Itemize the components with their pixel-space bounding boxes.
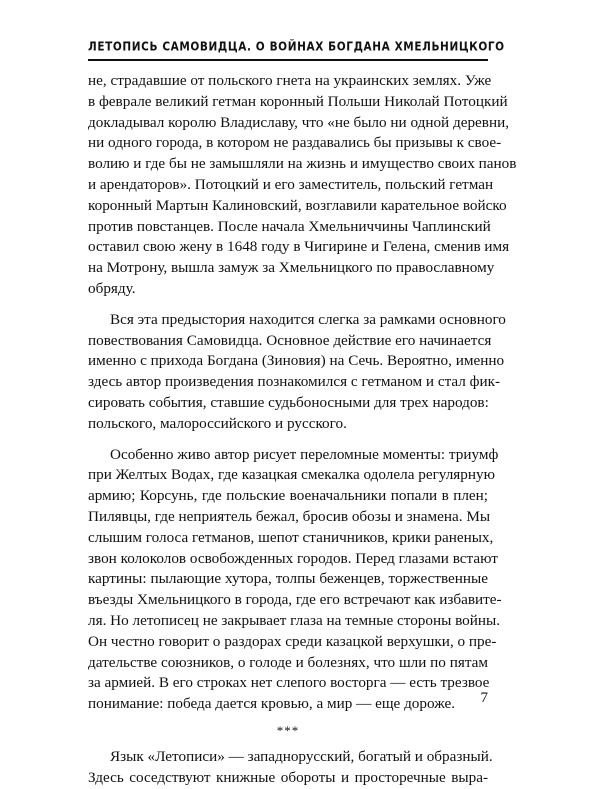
- text-line: и арендаторов». Потоцкий и его заместитель, польский гетман: [88, 175, 494, 193]
- text-line: ля. Но летописец не закрывает глаза на темные стороны войны.: [88, 611, 501, 629]
- text-line: Особенно живо автор рисует переломные моменты: триумф: [110, 445, 499, 463]
- text-line: волию и где бы не замышляли на жизнь и имущество своих панов: [88, 155, 517, 173]
- text-line: здесь автор произведения познакомился с гетманом и стал фик-: [88, 373, 501, 391]
- text-line: ни одного города, в котором не раздавались бы призывы к свое-: [88, 134, 502, 152]
- text-line: коронный Мартын Калиновский, возглавили карательное войско: [88, 196, 507, 214]
- text-line: повествования Самовидца. Основное действие его начинается: [88, 331, 492, 349]
- text-line: армию; Корсунь, где польские военачальники попали в плен;: [88, 487, 488, 505]
- text-line: против повстанцев. После начала Хмельниччины Чаплинский: [88, 217, 491, 235]
- text-line: сировать события, ставшие судьбоносными для трех народов:: [88, 393, 489, 411]
- text-line: именно с прихода Богдана (Зиновия) на Сечь. Вероятно, именно: [88, 352, 505, 370]
- paragraph-gap: [88, 300, 488, 310]
- paragraph-3: [88, 445, 502, 715]
- paragraph-2: [88, 310, 506, 435]
- text-line: въезды Хмельницкого в города, где его встречают как избавите-: [88, 591, 502, 609]
- paragraph-gap: [88, 435, 488, 445]
- text-line: за армией. В его строках нет слепого восторга — есть трезвое: [88, 674, 490, 692]
- text-line: при Желтых Водах, где казацкая смекалка одолела регулярную: [88, 466, 495, 484]
- text-line: оставил свою жену в 1648 году в Чигирине и Гелена, сменив имя: [88, 238, 510, 256]
- text-line: картины: пылающие хутора, толпы беженцев, торжественные: [88, 570, 488, 588]
- header-rule: [88, 59, 488, 61]
- text-line: докладывал королю Владиславу, что «не было ни одной деревни,: [88, 113, 509, 131]
- text-line: в феврале великий гетман коронный Польши Николай Потоцкий: [88, 92, 508, 110]
- text-line: слышим голоса гетманов, шепот станичников, крики раненых,: [88, 528, 494, 546]
- section-separator: ***: [276, 722, 300, 738]
- text-line: Вся эта предыстория находится слегка за рамками основного: [110, 310, 506, 328]
- text-line: Здесь соседствуют книжные обороты и просторечные выра-: [88, 768, 488, 786]
- text-line: Пилявцы, где неприятель бежал, бросив обозы и знамена. Мы: [88, 507, 491, 525]
- body-text: [88, 71, 517, 789]
- running-head: ЛЕТОПИСЬ САМОВИДЦА. О ВОЙНАХ БОГДАНА ХМЕЛЬНИЦКОГО: [88, 40, 505, 54]
- text-line: Он честно говорит о раздорах среди казацкой верхушки, о пре-: [88, 632, 497, 650]
- text-line: не, страдавшие от польского гнета на украинских землях. Уже: [88, 72, 492, 89]
- page-number: 7: [480, 690, 488, 706]
- text-line: Язык «Летописи» — западнорусский, богатый и образный.: [110, 747, 493, 765]
- text-line: на Мотрону, вышла замуж за Хмельницкого по православному: [88, 259, 495, 277]
- text-line: обряду.: [88, 279, 136, 297]
- text-line: звон колоколов освобожденных городов. Перед глазами встают: [88, 549, 498, 567]
- paragraph-1: [88, 71, 517, 300]
- text-line: дательстве союзников, о голоде и болезнях, что шли по пятам: [88, 653, 488, 671]
- text-line: понимание: победа дается кровью, а мир — еще дороже.: [88, 695, 456, 713]
- text-line: польского, малороссийского и русского.: [88, 414, 347, 432]
- paragraph-4: [88, 747, 493, 789]
